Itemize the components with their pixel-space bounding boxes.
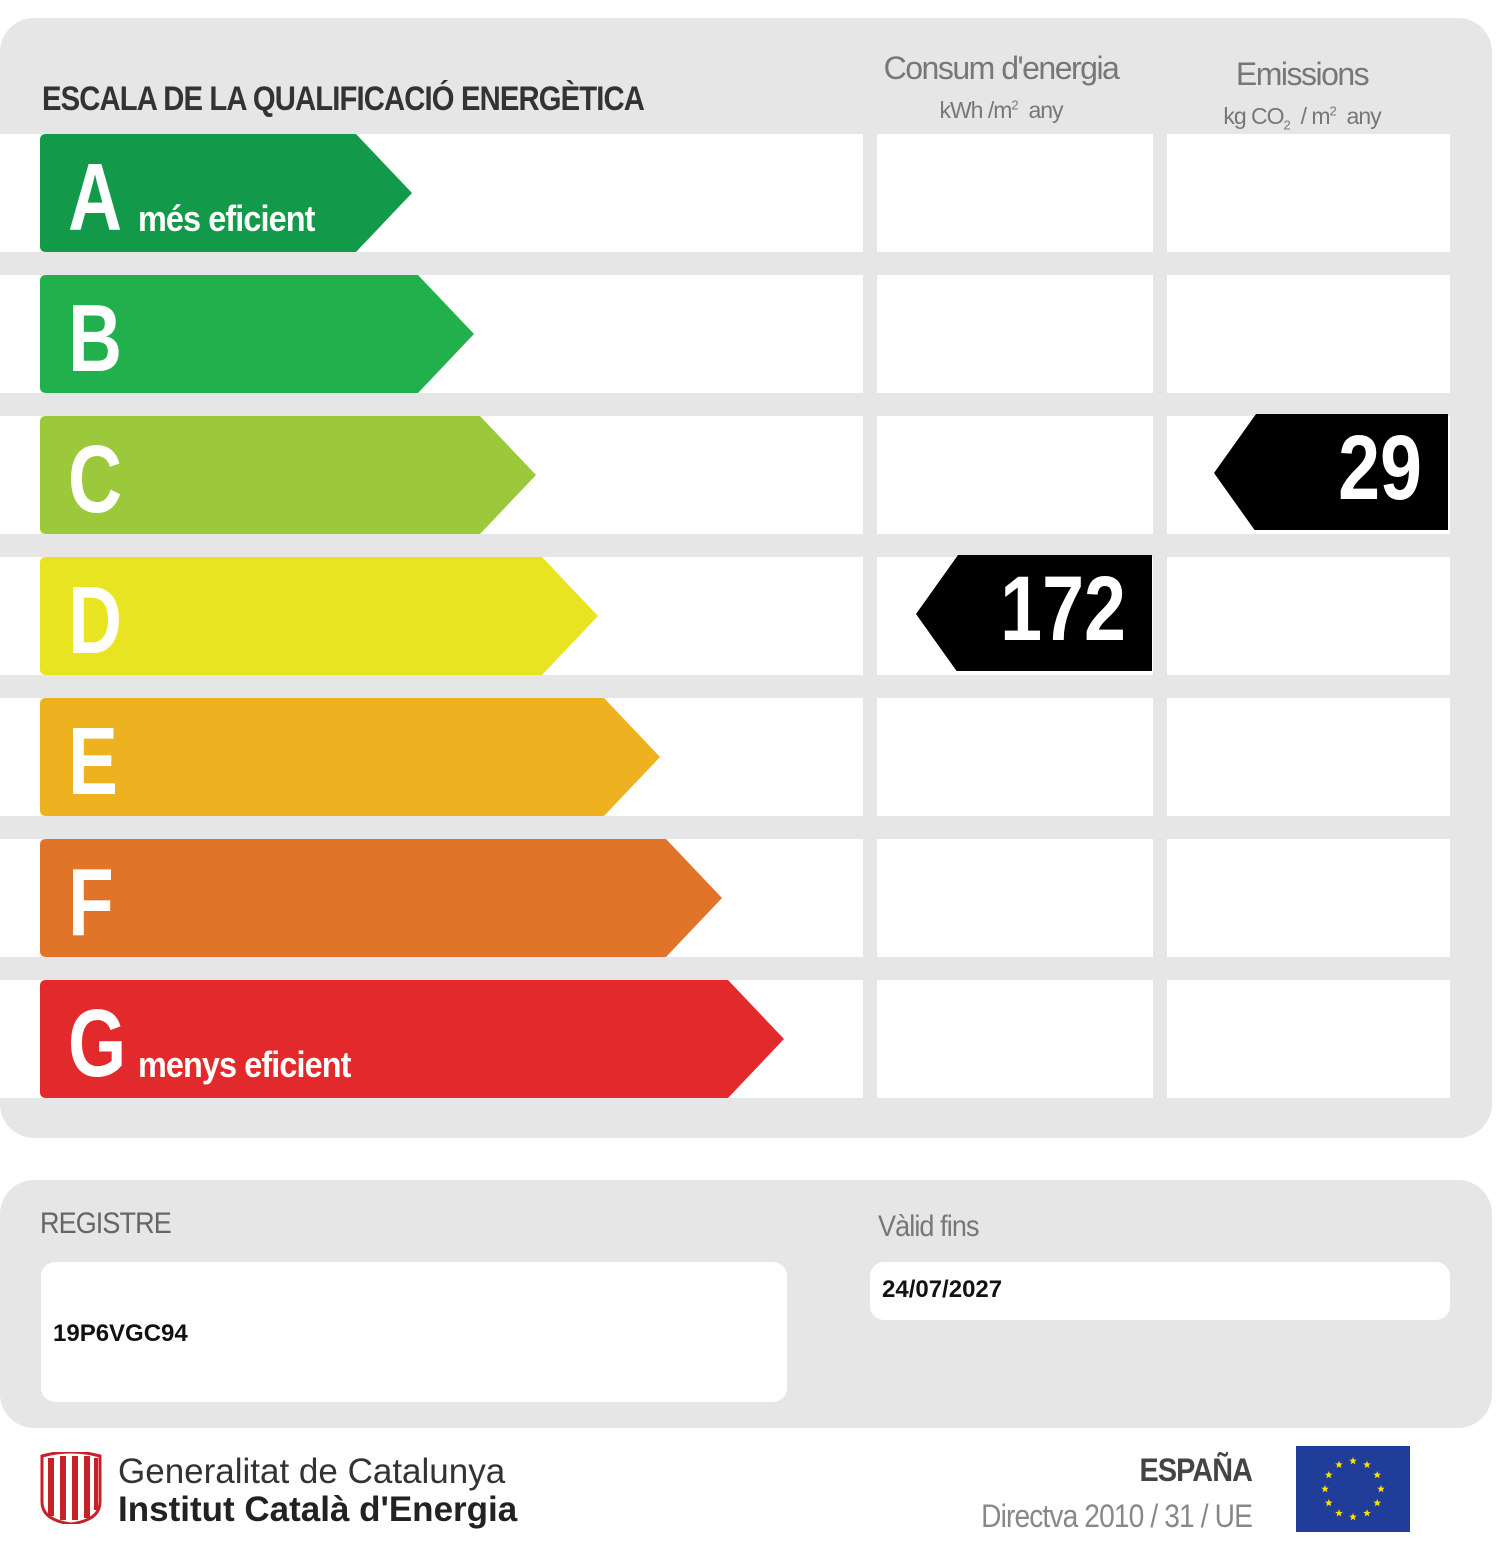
consum-cell [877,416,1153,534]
scale-row-e [0,698,1492,816]
emis-cell [1167,980,1450,1098]
eu-flag-icon [1296,1446,1410,1532]
consum-cell [877,839,1153,957]
emis-cell [1167,134,1450,252]
consum-unit: kWh $/m^2$ any [939,97,1063,123]
registry-box [41,1262,787,1402]
consum-cell [877,275,1153,393]
registry-value: 19P6VGC94 [53,1320,188,1347]
scale-letter: D [68,567,123,674]
scale-sublabel: més eficient [138,198,315,239]
scale-row-a [0,134,1492,252]
scale-letter: C [68,426,123,533]
energy-scale-panel [0,18,1492,1138]
org-name-line2: Institut Català d'Energia [118,1490,518,1529]
consum-label: Consum d'energia [883,50,1119,86]
scale-letter: B [68,285,123,392]
consum-cell [877,698,1153,816]
consum-rating-value: 172 [1000,558,1126,660]
emis-cell [1167,839,1450,957]
scale-title: ESCALA DE LA QUALIFICACIÓ ENERGÈTICA [42,80,645,118]
scale-letter: G [68,990,127,1097]
emis-cell [1167,275,1450,393]
emissions-rating-value: 29 [1338,417,1422,519]
scale-row-f [0,839,1492,957]
scale-letter: A [68,144,123,251]
generalitat-logo-icon [40,1452,102,1524]
scale-row-c [0,416,1492,534]
emissions-label: Emissions [1235,56,1369,92]
emissions-column-header [1168,56,1436,133]
registry-panel [0,1180,1492,1428]
consum-cell [877,134,1153,252]
scale-sublabel: menys eficient [138,1044,351,1085]
org-name-line1: Generalitat de Catalunya [118,1452,506,1491]
scale-row-g [0,980,1492,1098]
consum-column-header [878,50,1124,124]
registry-label: REGISTRE [40,1207,171,1240]
directive-label: Directva 2010 / 31 / UE [981,1498,1252,1534]
country-label: ESPAÑA [1139,1452,1252,1488]
consum-cell [877,980,1153,1098]
scale-arrow-e [40,698,660,816]
emis-cell [1167,557,1450,675]
valid-until-value: 24/07/2027 [882,1276,1003,1303]
scale-row-b [0,275,1492,393]
emissions-unit: kg $CO_2 / m^2$ any [1223,103,1381,133]
emis-cell [1167,698,1450,816]
scale-row-d [0,557,1492,675]
scale-letter: F [68,849,114,956]
scale-arrow-d [40,557,598,675]
scale-arrow-f [40,839,722,957]
valid-until-label: Vàlid fins [878,1210,979,1243]
valid-until-box [870,1262,1450,1320]
scale-letter: E [68,708,118,815]
